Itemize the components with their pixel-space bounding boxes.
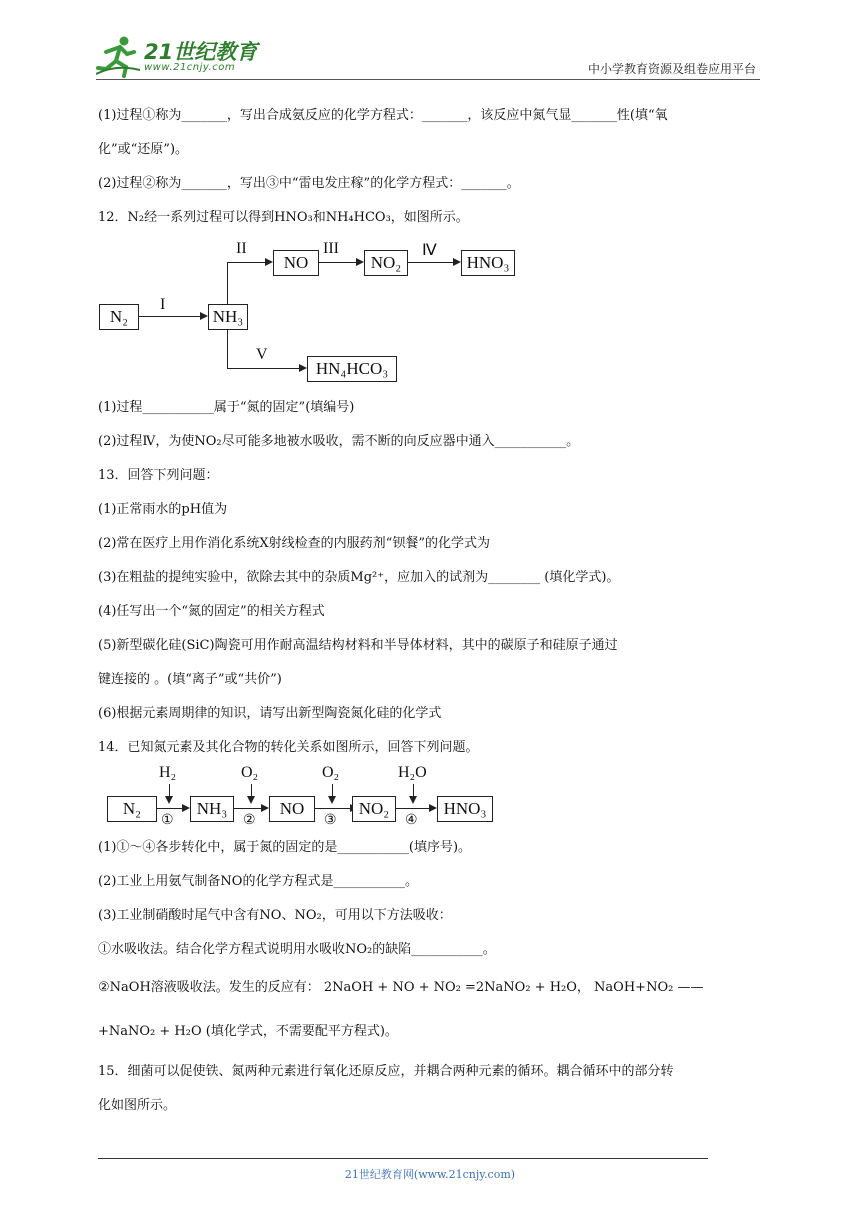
q12-label-i: I xyxy=(160,296,166,313)
q13-part4: (4)任写出一个“氮的固定”的相关方程式 xyxy=(98,604,325,619)
q14-part3-a: ①水吸收法。结合化学方程式说明用水吸收NO₂的缺陷___________。 xyxy=(98,942,496,957)
q14-box-nh3: NH₃ xyxy=(190,796,234,822)
q14-part1: (1)①～④各步转化中，属于氮的固定的是___________(填序号)。 xyxy=(98,840,472,855)
q12-box-nh3: NH₃ xyxy=(208,304,248,330)
q12-part2: (2)过程Ⅳ，为使NO₂尽可能多地被水吸收，需不断的向反应器中通入___________。 xyxy=(98,434,580,449)
q14-reagent-o2-b: O₂ xyxy=(322,764,340,781)
q13-part6: (6)根据元素周期律的知识，请写出新型陶瓷氮化硅的化学式 xyxy=(98,706,442,721)
q13-part2: (2)常在医疗上用作消化系统X射线检查的内服药剂“钡餐”的化学式为 xyxy=(98,536,490,551)
q12-box-nh4hco3: HN₄HCO₃ xyxy=(307,356,397,382)
q14-reagent-h2o: H₂O xyxy=(398,764,427,781)
platform-name: 中小学教育资源及组卷应用平台 xyxy=(587,62,756,76)
q13-part5-line2: 键连接的 。(填“离子”或“共价”) xyxy=(98,672,282,687)
q14-reagent-o2-a: O₂ xyxy=(241,764,259,781)
q11-part1-line1: (1)过程①称为_______，写出合成氨反应的化学方程式：_______，该反应中氮气显_______性(填“氧 xyxy=(98,108,668,123)
q15-stem-line2: 化如图所示。 xyxy=(98,1098,177,1113)
q12-stem: 12．N₂经一系列过程可以得到HNO₃和NH₄HCO₃，如图所示。 xyxy=(98,210,469,225)
q13-part1: (1)正常雨水的pH值为 xyxy=(98,502,228,517)
q14-part3-b: ②NaOH溶液吸收法。发生的反应有： 2NaOH + NO + NO₂ =2NaNO₂ + H₂O， NaOH+NO₂ —— xyxy=(98,980,704,995)
q14-part3-c: +NaNO₂ + H₂O (填化学式，不需要配平方程式)。 xyxy=(98,1024,398,1039)
q14-step-4: ④ xyxy=(405,813,418,828)
q13-stem: 13．回答下列问题： xyxy=(98,468,219,483)
q14-step-3: ③ xyxy=(324,813,337,828)
q14-step-2: ② xyxy=(243,813,256,828)
q14-part3: (3)工业制硝酸时尾气中含有NO、NO₂，可用以下方法吸收： xyxy=(98,908,452,923)
q13-part5-line1: (5)新型碳化硅(SiC)陶瓷可用作耐高温结构材料和半导体材料，其中的碳原子和硅原子通过 xyxy=(98,638,618,653)
q14-step-1: ① xyxy=(161,813,174,828)
footer-text: 21世纪教育网(www.21cnjy.com) xyxy=(344,1168,516,1181)
header-rule xyxy=(96,79,760,80)
footer-rule xyxy=(98,1158,708,1159)
runner-icon xyxy=(96,34,140,78)
logo xyxy=(96,34,266,78)
q11-part2: (2)过程②称为_______，写出③中“雷电发庄稼”的化学方程式：_______。 xyxy=(98,176,520,191)
q12-box-n2: N₂ xyxy=(99,304,139,330)
q14-box-no2: NO₂ xyxy=(352,796,396,822)
q12-label-v: V xyxy=(256,346,268,363)
q14-box-hno3: HNO₃ xyxy=(437,796,493,822)
q14-stem: 14．已知氮元素及其化合物的转化关系如图所示，回答下列问题。 xyxy=(98,740,479,755)
q12-label-iv: Ⅳ xyxy=(422,242,437,259)
q14-box-no: NO xyxy=(269,796,315,822)
q14-reagent-h2: H₂ xyxy=(159,764,177,781)
q12-label-iii: III xyxy=(323,240,339,257)
q12-box-no: NO xyxy=(273,250,319,276)
q15-stem-line1: 15．细菌可以促使铁、氮两种元素进行氧化还原反应，并耦合两种元素的循环。耦合循环中的部分转 xyxy=(98,1064,674,1079)
logo-text: 21世纪教育 xyxy=(144,40,258,64)
q12-label-ii: II xyxy=(236,240,247,257)
q12-box-hno3: HNO₃ xyxy=(461,250,515,276)
q12-box-no2: NO₂ xyxy=(364,250,408,276)
q14-part2: (2)工业上用氨气制备NO的化学方程式是___________。 xyxy=(98,874,418,889)
q12-part1: (1)过程___________属于“氮的固定”(填编号) xyxy=(98,400,355,415)
q13-part3: (3)在粗盐的提纯实验中，欲除去其中的杂质Mg²⁺，应加入的试剂为________ (填化学式)。 xyxy=(98,570,620,585)
q11-part1-line2: 化”或“还原”)。 xyxy=(98,142,189,157)
logo-url: www.21cnjy.com xyxy=(144,62,236,73)
q14-box-n2: N₂ xyxy=(107,796,157,822)
